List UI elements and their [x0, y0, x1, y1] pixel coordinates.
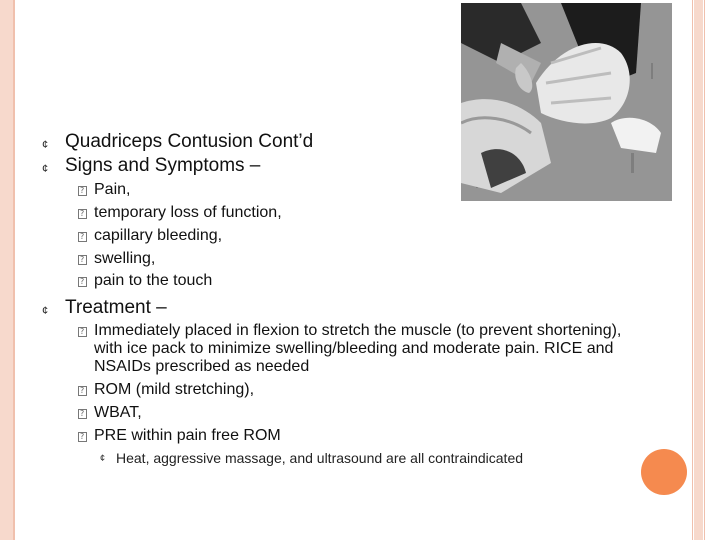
- treatment-heading: Treatment –: [65, 297, 167, 318]
- bullet-icon: ¢: [42, 139, 49, 151]
- accent-circle: [641, 449, 687, 495]
- right-frame-bar: [694, 0, 703, 540]
- treatment-item: WBAT,: [94, 404, 142, 421]
- checkbox-bullet-icon: [78, 255, 87, 265]
- injury-photo: [461, 3, 672, 201]
- left-frame-line: [13, 0, 15, 540]
- checkbox-bullet-icon: [78, 432, 87, 442]
- signs-heading: Signs and Symptoms –: [65, 155, 261, 176]
- left-frame-bar: [0, 0, 13, 540]
- checkbox-bullet-icon: [78, 277, 87, 287]
- bullet-icon: ¢: [42, 305, 49, 317]
- checkbox-bullet-icon: [78, 209, 87, 219]
- slide-title-item: Quadriceps Contusion Cont’d: [65, 131, 314, 152]
- right-frame-line: [692, 0, 693, 540]
- treatment-item: ROM (mild stretching),: [94, 381, 255, 398]
- treatment-item: PRE within pain free ROM: [94, 427, 281, 444]
- symptom-item: capillary bleeding,: [94, 227, 223, 244]
- right-frame-line-outer: [704, 0, 705, 540]
- checkbox-bullet-icon: [78, 409, 87, 419]
- symptom-item: swelling,: [94, 250, 156, 267]
- symptom-item: temporary loss of function,: [94, 204, 282, 221]
- checkbox-bullet-icon: [78, 186, 87, 196]
- checkbox-bullet-icon: [78, 386, 87, 396]
- symptom-item: Pain,: [94, 181, 131, 198]
- checkbox-bullet-icon: [78, 327, 87, 337]
- bullet-icon: ¢: [100, 453, 106, 463]
- symptom-item: pain to the touch: [94, 272, 213, 289]
- contraindication-note: Heat, aggressive massage, and ultrasound are all contraindicated: [116, 450, 524, 466]
- bullet-icon: ¢: [42, 163, 49, 175]
- treatment-item: Immediately placed in flexion to stretch the muscle (to prevent shortening), with ice pack to minimize swelling/bleeding and moderate pain. RICE and NSAIDs prescribed as needed: [94, 322, 622, 375]
- checkbox-bullet-icon: [78, 232, 87, 242]
